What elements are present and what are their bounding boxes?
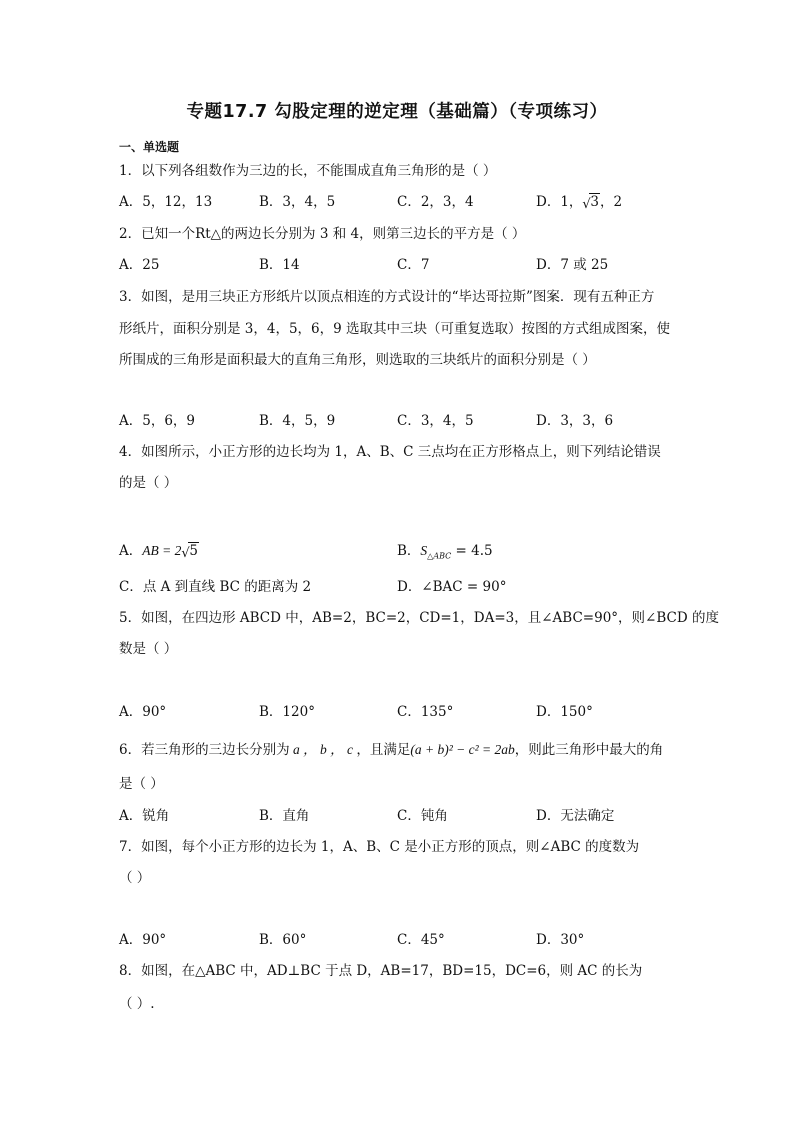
q3-option-b: B．4，5，9 — [259, 413, 336, 429]
question-3-stem-line-1: 3．如图，是用三块正方形纸片以顶点相连的方式设计的“毕达哥拉斯”图案．现有五种正方 — [119, 289, 655, 305]
q4-option-a-radicand: 5 — [189, 543, 198, 559]
question-3-stem-line-2: 形纸片，面积分别是 3，4，5，6，9 选取其中三块（可重复选取）按图的方式组成图案，使 — [119, 321, 671, 337]
q2-option-a: A．25 — [119, 257, 160, 273]
q1-option-d-suffix: ，2 — [600, 194, 623, 210]
q4-option-b-prefix: B． — [397, 543, 421, 559]
question-1-stem: 1．以下列各组数作为三边的长，不能围成直角三角形的是（ ） — [119, 163, 497, 179]
q6-option-c: C．钝角 — [397, 808, 448, 824]
q5-option-c: C．135° — [397, 704, 454, 720]
q4-option-d: D．∠BAC = 90° — [397, 579, 507, 595]
q6-stem-variables: a ， b ， c — [289, 742, 357, 757]
q3-option-a: A．5，6，9 — [119, 413, 196, 429]
q1-option-a: A．5，12，13 — [119, 194, 213, 210]
q6-option-a: A．锐角 — [119, 808, 170, 824]
q4-option-b — [397, 544, 493, 561]
q5-option-b: B．120° — [259, 704, 315, 720]
q4-option-b-subscript: △ABC — [427, 551, 452, 561]
question-8-stem-line-1: 8．如图，在△ABC 中，AD⊥BC 于点 D，AB=17，BD=15，DC=6，则 AC 的长为 — [119, 963, 643, 979]
q4-option-a-expr: AB = 2 — [142, 543, 182, 558]
q6-option-b: B．直角 — [259, 808, 310, 824]
q4-option-a — [119, 544, 199, 559]
q6-stem-part-2: ，且满足 — [356, 742, 411, 758]
q3-option-d: D．3，3，6 — [536, 413, 614, 429]
q4-option-b-expr: S — [420, 543, 428, 558]
q7-option-b: B．60° — [259, 932, 307, 948]
question-5-stem-line-1: 5．如图，在四边形 ABCD 中，AB=2，BC=2，CD=1，DA=3，且∠ABC=90°，则∠BCD 的度 — [119, 610, 719, 626]
q1-option-d-prefix: D．1， — [536, 194, 583, 210]
question-2-stem: 2．已知一个Rt△的两边长分别为 3 和 4，则第三边长的平方是（ ） — [119, 226, 526, 242]
question-8-stem-line-2: （ ）. — [119, 996, 155, 1012]
q6-stem-part-1: 6．若三角形的三边长分别为 — [119, 742, 290, 758]
sqrt-symbol: √ 3 — [582, 194, 600, 212]
q7-option-c: C．45° — [397, 932, 445, 948]
q7-option-d: D．30° — [536, 932, 585, 948]
q1-option-d-radicand: 3 — [590, 194, 600, 210]
question-5-stem-line-2: 数是（ ） — [119, 641, 178, 657]
q4-option-c: C．点 A 到直线 BC 的距离为 2 — [119, 579, 312, 595]
q5-option-d: D．150° — [536, 704, 593, 720]
q1-option-b: B．3，4，5 — [259, 194, 336, 210]
q5-option-a: A．90° — [119, 704, 167, 720]
q2-option-d: D．7 或 25 — [536, 257, 609, 273]
q7-option-a: A．90° — [119, 932, 167, 948]
q6-stem-equation: (a + b)² − c² = 2ab — [410, 742, 515, 757]
q2-option-b: B．14 — [259, 257, 300, 273]
question-4-stem-line-2: 的是（ ） — [119, 475, 178, 491]
q3-option-c: C．3，4，5 — [397, 413, 474, 429]
q4-option-a-prefix: A． — [119, 543, 143, 559]
sqrt-symbol: √ 5 — [181, 543, 198, 561]
q6-stem-part-3: ，则此三角形中最大的角 — [514, 742, 664, 758]
section-heading: 一、单选题 — [119, 140, 180, 154]
q4-option-b-value: = 4.5 — [451, 543, 493, 559]
q1-option-c: C．2，3，4 — [397, 194, 474, 210]
page-title: 专题17.7 勾股定理的逆定理（基础篇）（专项练习） — [186, 102, 608, 122]
q2-option-c: C．7 — [397, 257, 430, 273]
q6-option-d: D．无法确定 — [536, 808, 615, 824]
question-7-stem-line-1: 7．如图，每个小正方形的边长为 1，A、B、C 是小正方形的顶点，则∠ABC 的度数为 — [119, 839, 640, 855]
question-6-stem-line-2: 是（ ） — [119, 776, 164, 792]
question-7-stem-line-2: （ ） — [119, 870, 151, 886]
q1-option-d — [536, 196, 622, 210]
question-6-stem-line-1 — [119, 743, 663, 758]
question-4-stem-line-1: 4．如图所示，小正方形的边长均为 1，A、B、C 三点均在正方形格点上，则下列结论错误 — [119, 444, 661, 460]
question-3-stem-line-3: 所围成的三角形是面积最大的直角三角形，则选取的三块纸片的面积分别是（ ） — [119, 352, 596, 368]
